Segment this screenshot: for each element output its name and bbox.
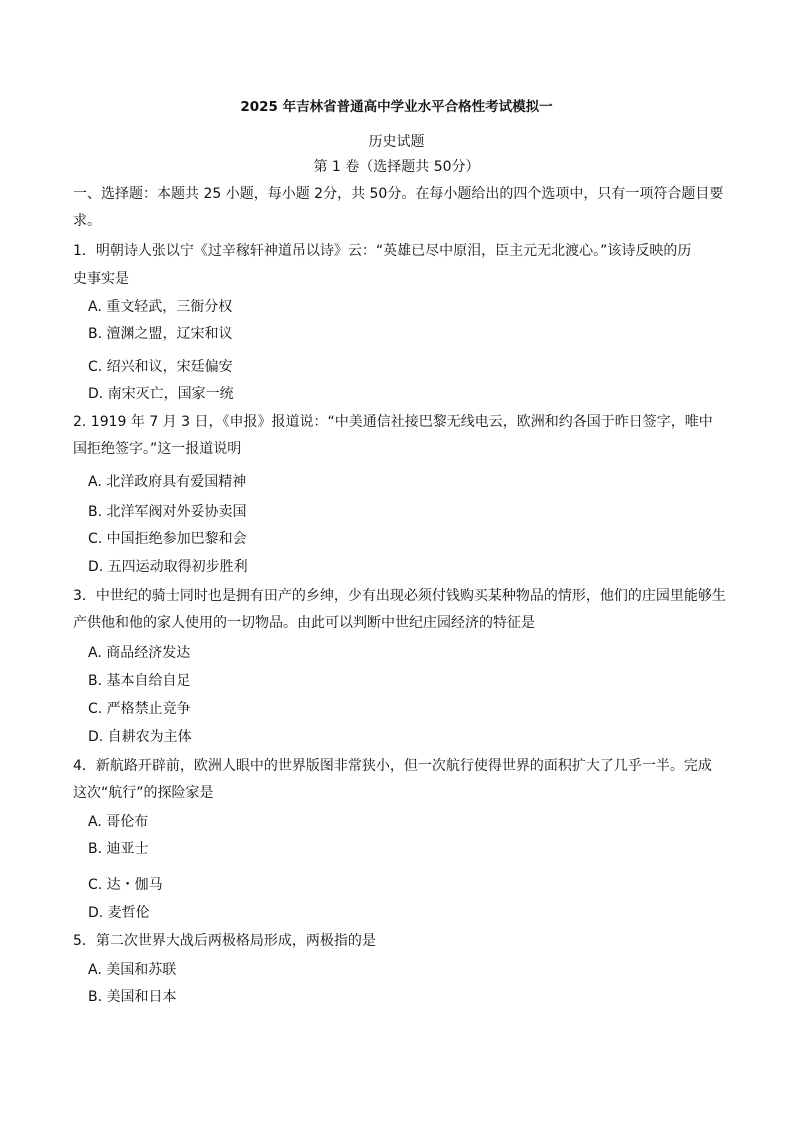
option-b: B. 迪亚士 <box>88 841 149 857</box>
question-stem: 1．明朝诗人张以宁《过辛稼轩神道吊以诗》云：“英雄已尽中原泪，臣主元无北渡心。”该诗反映的历 <box>73 243 692 259</box>
question-stem-continued: 这次“航行”的探险家是 <box>73 785 214 801</box>
option-a: A. 美国和苏联 <box>88 962 177 978</box>
option-d: D. 南宋灭亡，国家一统 <box>88 386 234 402</box>
subject-title: 历史试题 <box>368 134 425 150</box>
option-c: C. 中国拒绝参加巴黎和会 <box>88 531 247 547</box>
option-c: C. 达・伽马 <box>88 877 163 893</box>
instructions-line-2: 求。 <box>73 213 101 229</box>
option-d: D. 五四运动取得初步胜利 <box>88 559 248 575</box>
option-b: B. 澶渊之盟，辽宋和议 <box>88 326 233 342</box>
question-stem: 5．第二次世界大战后两极格局形成，两极指的是 <box>73 933 376 949</box>
option-c: C. 绍兴和议，宋廷偏安 <box>88 359 233 375</box>
option-b: B. 美国和日本 <box>88 989 177 1005</box>
option-a: A. 北洋政府具有爱国精神 <box>88 474 247 490</box>
option-d: D. 麦哲伦 <box>88 905 150 921</box>
question-stem: 2. 1919 年 7 月 3 日，《申报》报道说：“中美通信社接巴黎无线电云，欧洲和约各国于昨日签字，唯中 <box>73 414 713 430</box>
option-b: B. 北洋军阀对外妥协卖国 <box>88 504 247 520</box>
exam-title: 2025 年吉林省普通高中学业水平合格性考试模拟一 <box>240 99 553 115</box>
option-a: A. 重文轻武，三衙分权 <box>88 299 233 315</box>
question-stem-continued: 国拒绝签字。”这一报道说明 <box>73 441 242 457</box>
option-c: C. 严格禁止竞争 <box>88 701 191 717</box>
instructions-line-1: 一、选择题：本题共 25 小题，每小题 2分，共 50分。在每小题给出的四个选项中，只有一项符合题目要 <box>73 186 724 202</box>
option-a: A. 商品经济发达 <box>88 645 191 661</box>
question-stem: 3．中世纪的骑士同时也是拥有田产的乡绅，少有出现必须付钱购买某种物品的情形，他们的庄园里能够生 <box>73 588 726 604</box>
question-stem-continued: 产供他和他的家人使用的一切物品。由此可以判断中世纪庄园经济的特征是 <box>73 615 535 631</box>
option-d: D. 自耕农为主体 <box>88 729 192 745</box>
option-a: A. 哥伦布 <box>88 814 149 830</box>
question-stem-continued: 史事实是 <box>73 271 129 287</box>
option-b: B. 基本自给自足 <box>88 673 191 689</box>
question-stem: 4．新航路开辟前，欧洲人眼中的世界版图非常狭小，但一次航行使得世界的面积扩大了几乎一半。完成 <box>73 758 712 774</box>
section-title: 第 1 卷（选择题共 50分） <box>313 159 480 175</box>
